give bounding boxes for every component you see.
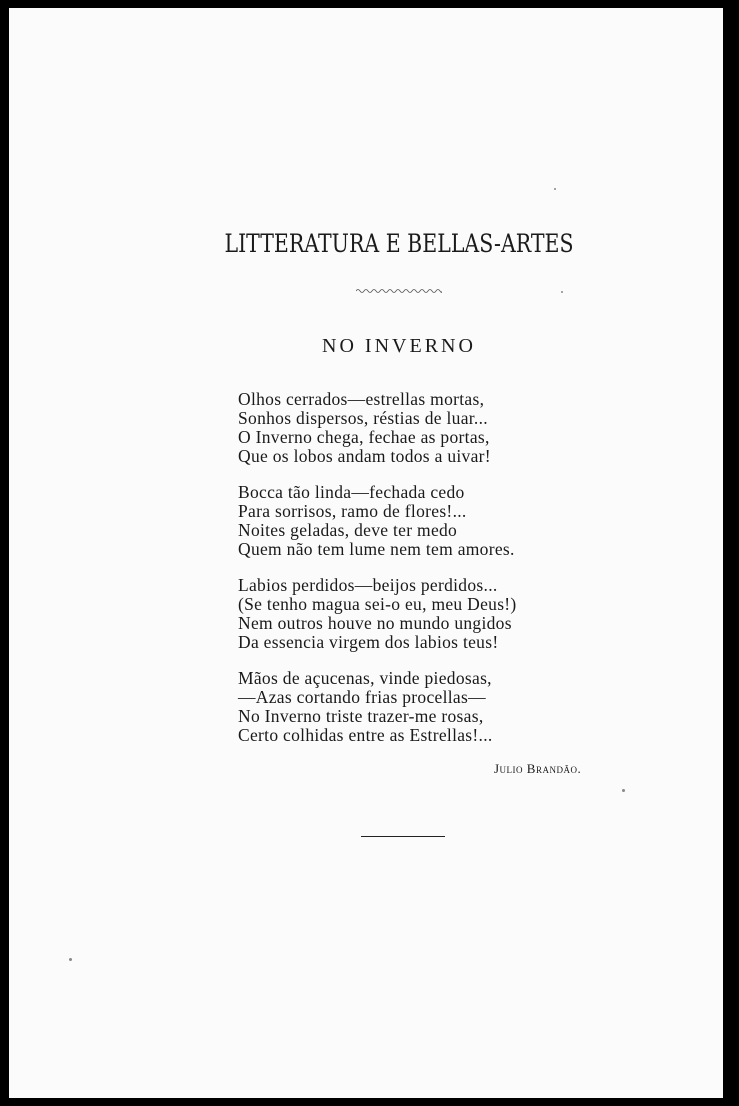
end-rule-divider [361, 836, 445, 837]
stanza-2 [238, 483, 517, 559]
paper-speck [69, 958, 72, 961]
wavy-ornament [356, 287, 442, 295]
poem-line: Olhos cerrados—estrellas mortas, [238, 389, 485, 409]
poem-line: Que os lobos andam todos a uivar! [238, 446, 491, 466]
poem-line: Labios perdidos—beijos perdidos... [238, 575, 498, 595]
poem-title: NO INVERNO [322, 335, 476, 357]
document-page [9, 8, 723, 1098]
poem-line: No Inverno triste trazer-me rosas, [238, 706, 484, 726]
author-signature: Julio Brandão. [494, 761, 582, 776]
poem-line: Noites geladas, deve ter medo [238, 520, 458, 540]
stanza-4 [238, 669, 517, 745]
paper-speck [622, 789, 625, 792]
poem-body [238, 390, 517, 762]
poem-line: Para sorrisos, ramo de flores!... [238, 501, 467, 521]
poem-line: Nem outros houve no mundo ungidos [238, 613, 512, 633]
poem-line: (Se tenho magua sei-o eu, meu Deus!) [238, 594, 517, 614]
stanza-1 [238, 390, 517, 466]
poem-line: Mãos de açucenas, vinde piedosas, [238, 668, 492, 688]
section-heading: LITTERATURA E BELLAS-ARTES [224, 229, 574, 258]
poem-line: Certo colhidas entre as Estrellas!... [238, 725, 493, 745]
poem-line: Da essencia virgem dos labios teus! [238, 632, 499, 652]
paper-speck [554, 188, 556, 190]
paper-speck [561, 291, 563, 293]
poem-line: Quem não tem lume nem tem amores. [238, 539, 515, 559]
poem-line: O Inverno chega, fechae as portas, [238, 427, 490, 447]
stanza-3 [238, 576, 517, 652]
poem-line: Bocca tão linda—fechada cedo [238, 482, 465, 502]
poem-line: —Azas cortando frias procellas— [238, 687, 486, 707]
poem-line: Sonhos dispersos, réstias de luar... [238, 408, 488, 428]
